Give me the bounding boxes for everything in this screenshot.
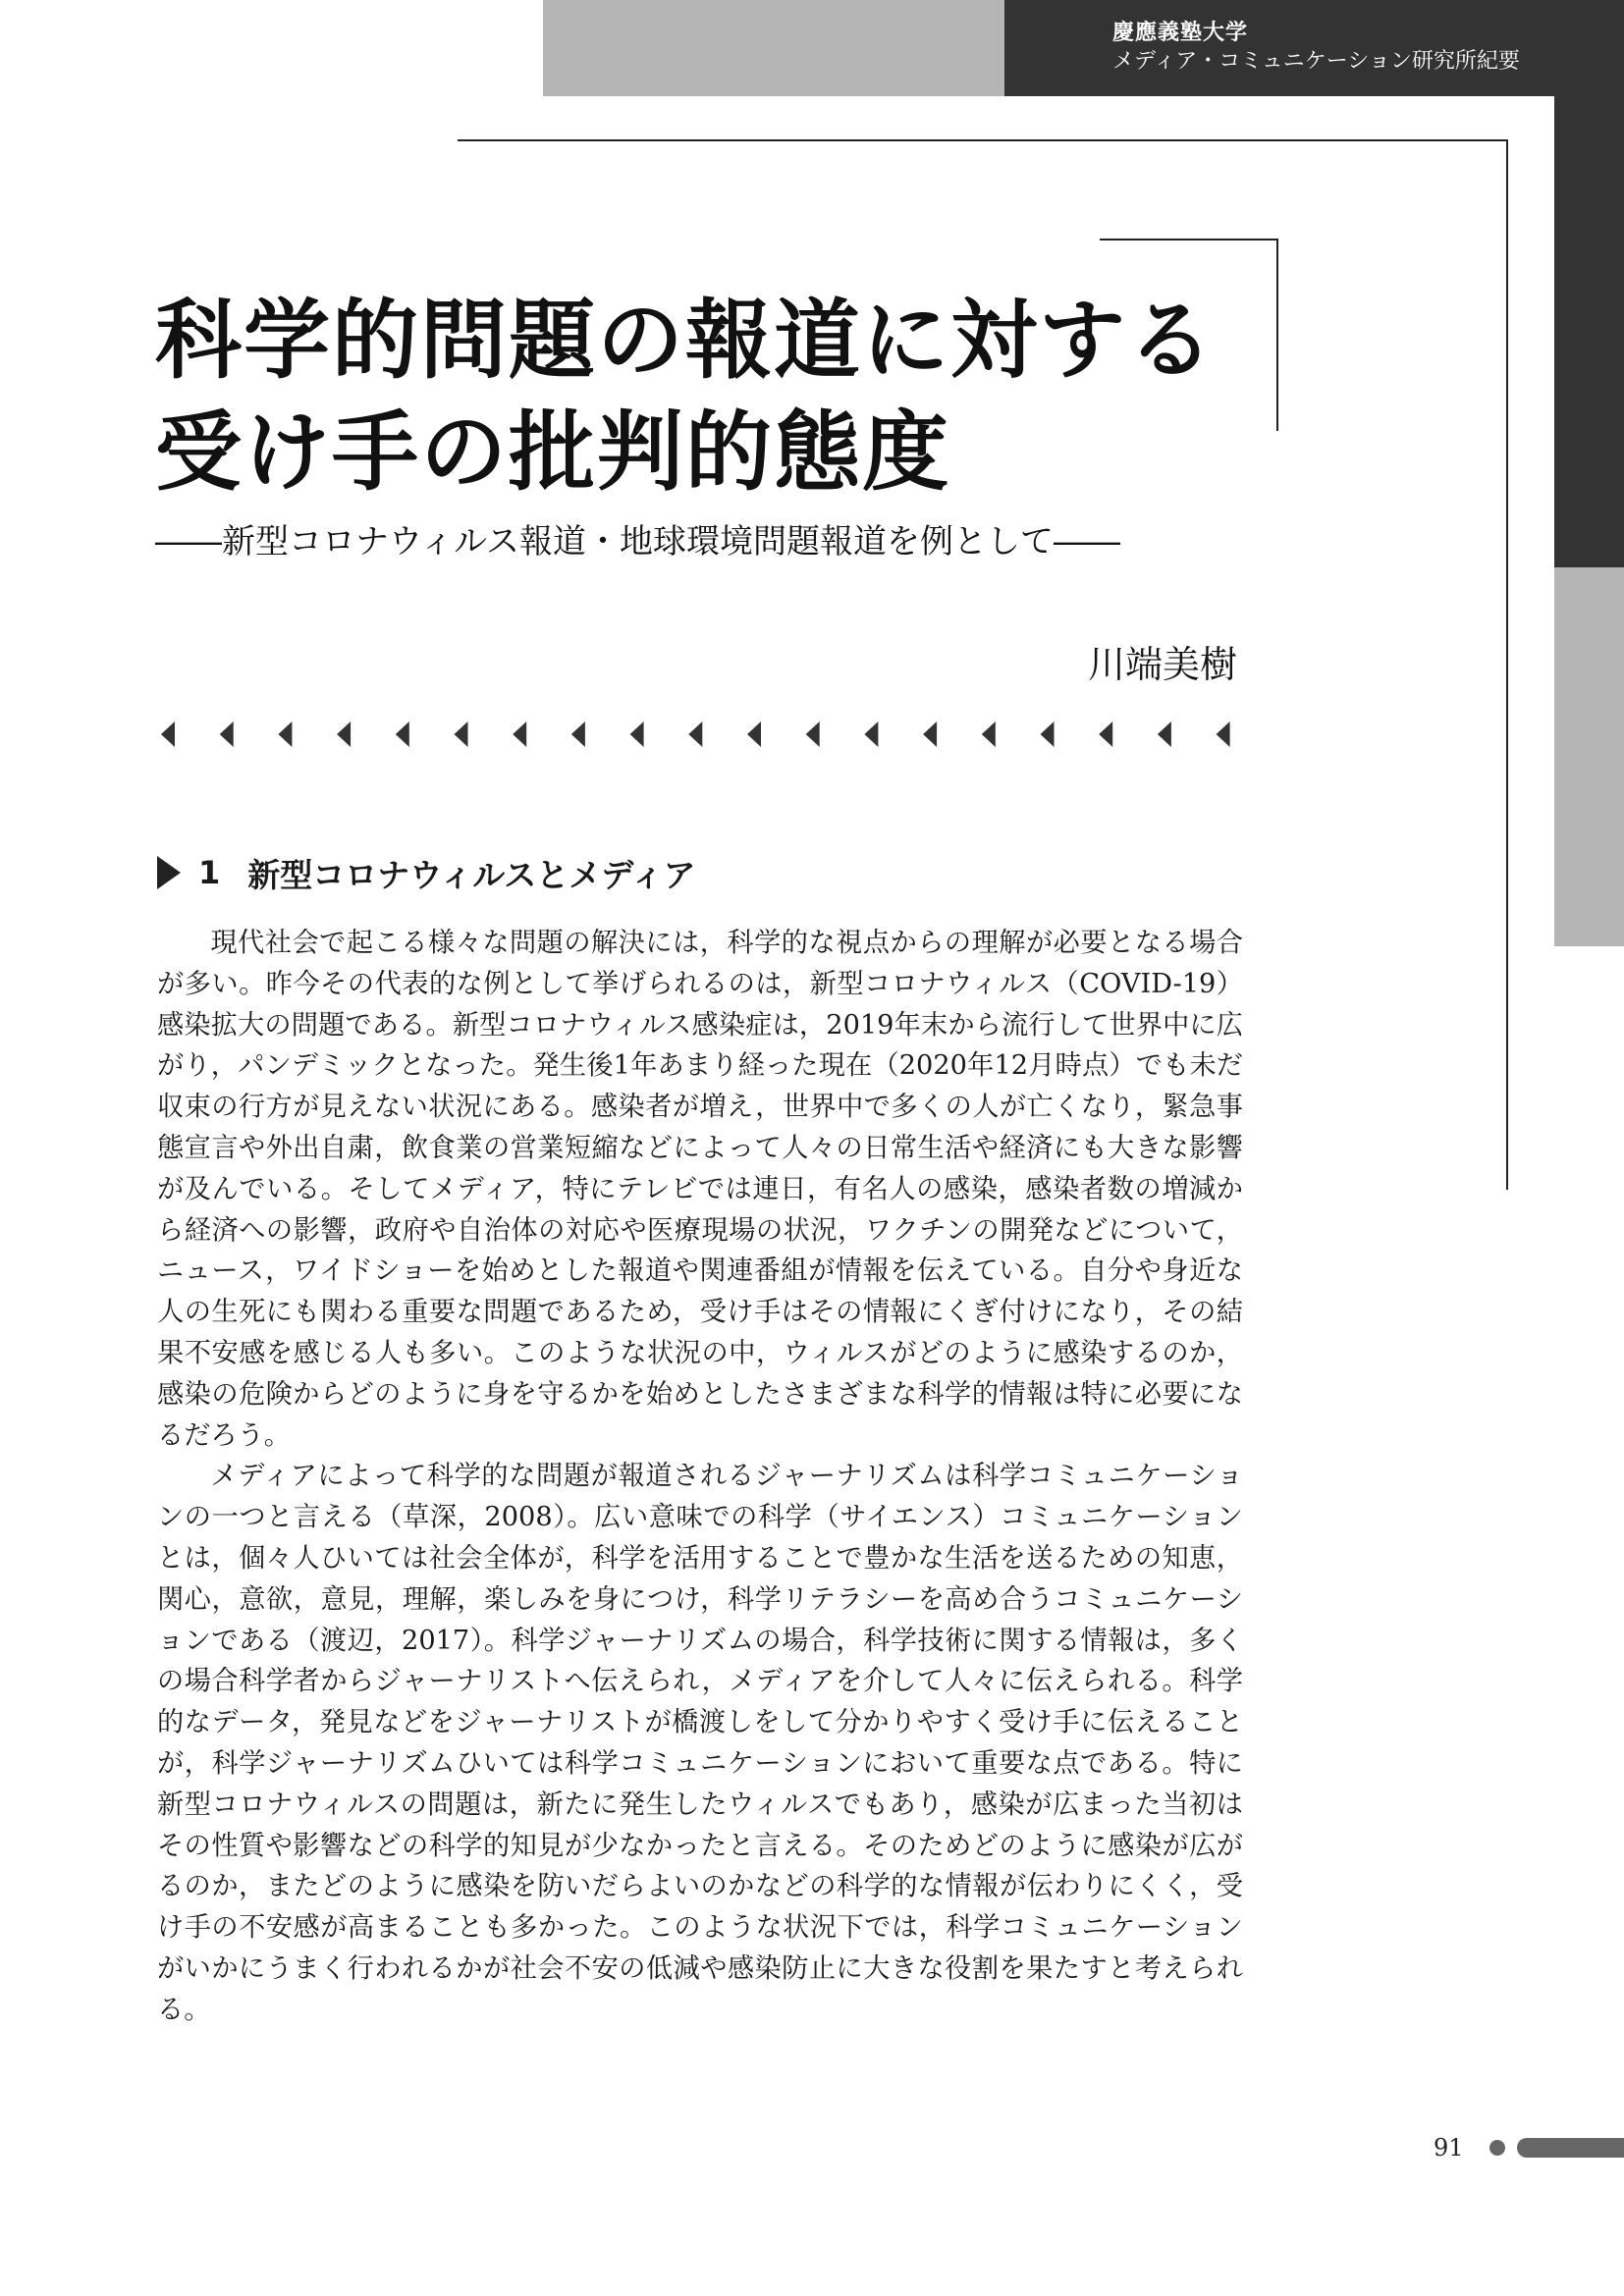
divider-arrow-icon	[220, 721, 234, 747]
divider-arrow-icon	[1217, 721, 1230, 747]
divider-arrow-icon	[630, 721, 644, 747]
divider-arrow-icon	[278, 721, 292, 747]
divider-arrow-icon	[1158, 721, 1171, 747]
header-light-band	[543, 0, 1004, 96]
title-line-2: 受け手の批判的態度	[155, 401, 951, 503]
author-name: 川端美樹	[1087, 643, 1237, 686]
header-journal: メディア・コミュニケーション研究所紀要	[1112, 49, 1520, 74]
arrow-divider-graphic	[157, 720, 1237, 749]
section-body	[157, 923, 1243, 2031]
side-tab-light	[1554, 567, 1624, 946]
divider-arrow-icon	[982, 721, 996, 747]
section-heading	[157, 850, 696, 895]
title-line-1: 科学的問題の報道に対する	[155, 290, 1217, 391]
section-number: 1	[198, 854, 221, 891]
footer-dot	[1489, 2140, 1505, 2156]
paragraph-1: 現代社会で起こる様々な問題の解決には，科学的な視点からの理解が必要となる場合が多い。昨今その代表的な例として挙げられるのは，新型コロナウィルス（COVID-19）感染拡大の問題である。新型コロナウィルス感染症は，2019年末から流行して世界中に広がり，パンデミックとなった。発生後1年あまり経った現在（2020年12月時点）でも未だ収束の行方が見えない状況にある。感染者が増え，世界中で多くの人が亡くなり，緊急事態宣言や外出自粛，飲食業の営業短縮などによって人々の日常生活や経済にも大きな影響が及んでいる。そしてメディア，特にテレビでは連日，有名人の感染，感染者数の増減から経済への影響，政府や自治体の対応や医療現場の状況，ワクチンの開発などについて，ニュース，ワイドショーを始めとした報道や関連番組が情報を伝えている。自分や身近な人の生死にも関わる重要な問題であるため，受け手はその情報にくぎ付けになり，その結果不安感を感じる人も多い。このような状況の中，ウィルスがどのように感染するのか，感染の危険からどのように身を守るかを始めとしたさまざまな科学的情報は特に必要になるだろう。	[157, 928, 1243, 1451]
right-rule	[1506, 139, 1508, 1190]
footer-bar	[1517, 2138, 1624, 2158]
article-subtitle: ――新型コロナウィルス報道・地球環境問題報道を例として――	[155, 522, 1120, 561]
arrow-divider	[157, 720, 1237, 749]
divider-arrow-icon	[864, 721, 878, 747]
divider-arrow-icon	[1099, 721, 1112, 747]
divider-arrow-icon	[161, 721, 175, 747]
section-title: 新型コロナウィルスとメディア	[247, 855, 696, 894]
divider-arrow-icon	[513, 721, 526, 747]
paragraph-2: メディアによって科学的な問題が報道されるジャーナリズムは科学コミュニケーションの一つと言える（草深，2008）。広い意味での科学（サイエンス）コミュニケーションとは，個々人ひいては社会全体が，科学を活用することで豊かな生活を送るための知恵，関心，意欲，意見，理解，楽しみを身につけ，科学リテラシーを高め合うコミュニケーションである（渡辺，2017）。科学ジャーナリズムの場合，科学技術に関する情報は，多くの場合科学者からジャーナリストへ伝えられ，メディアを介して人々に伝えられる。科学的なデータ，発見などをジャーナリストが橋渡しをして分かりやすく受け手に伝えることが，科学ジャーナリズムひいては科学コミュニケーションにおいて重要な点である。特に新型コロナウィルスの問題は，新たに発生したウィルスでもあり，感染が広まった当初はその性質や影響などの科学的知見が少なかったと言える。そのためどのように感染が広がるのか，またどのように感染を防いだらよいのかなどの科学的な情報が伝わりにくく，受け手の不安感が高まることも多かった。このような状況下では，科学コミュニケーションがいかにうまく行われるかが社会不安の低減や感染防止に大きな役割を果たすと考えられる。	[157, 1461, 1243, 2025]
divider-arrow-icon	[396, 721, 409, 747]
divider-arrow-icon	[571, 721, 585, 747]
top-rule	[458, 139, 1508, 141]
article-title	[155, 285, 1216, 508]
side-tab-dark	[1554, 96, 1624, 567]
title-bracket-horizontal	[1100, 239, 1278, 240]
divider-arrow-icon	[806, 721, 820, 747]
divider-arrow-icon	[688, 721, 702, 747]
divider-arrow-icon	[923, 721, 937, 747]
divider-arrow-icon	[747, 721, 761, 747]
running-header	[1112, 20, 1520, 77]
divider-arrow-icon	[455, 721, 468, 747]
divider-arrow-icon	[1041, 721, 1055, 747]
page-number: 91	[1434, 2134, 1464, 2162]
title-bracket-vertical	[1276, 239, 1278, 431]
header-university: 慶應義塾大学	[1112, 21, 1249, 45]
section-marker-icon	[157, 856, 181, 889]
divider-arrow-icon	[337, 721, 351, 747]
